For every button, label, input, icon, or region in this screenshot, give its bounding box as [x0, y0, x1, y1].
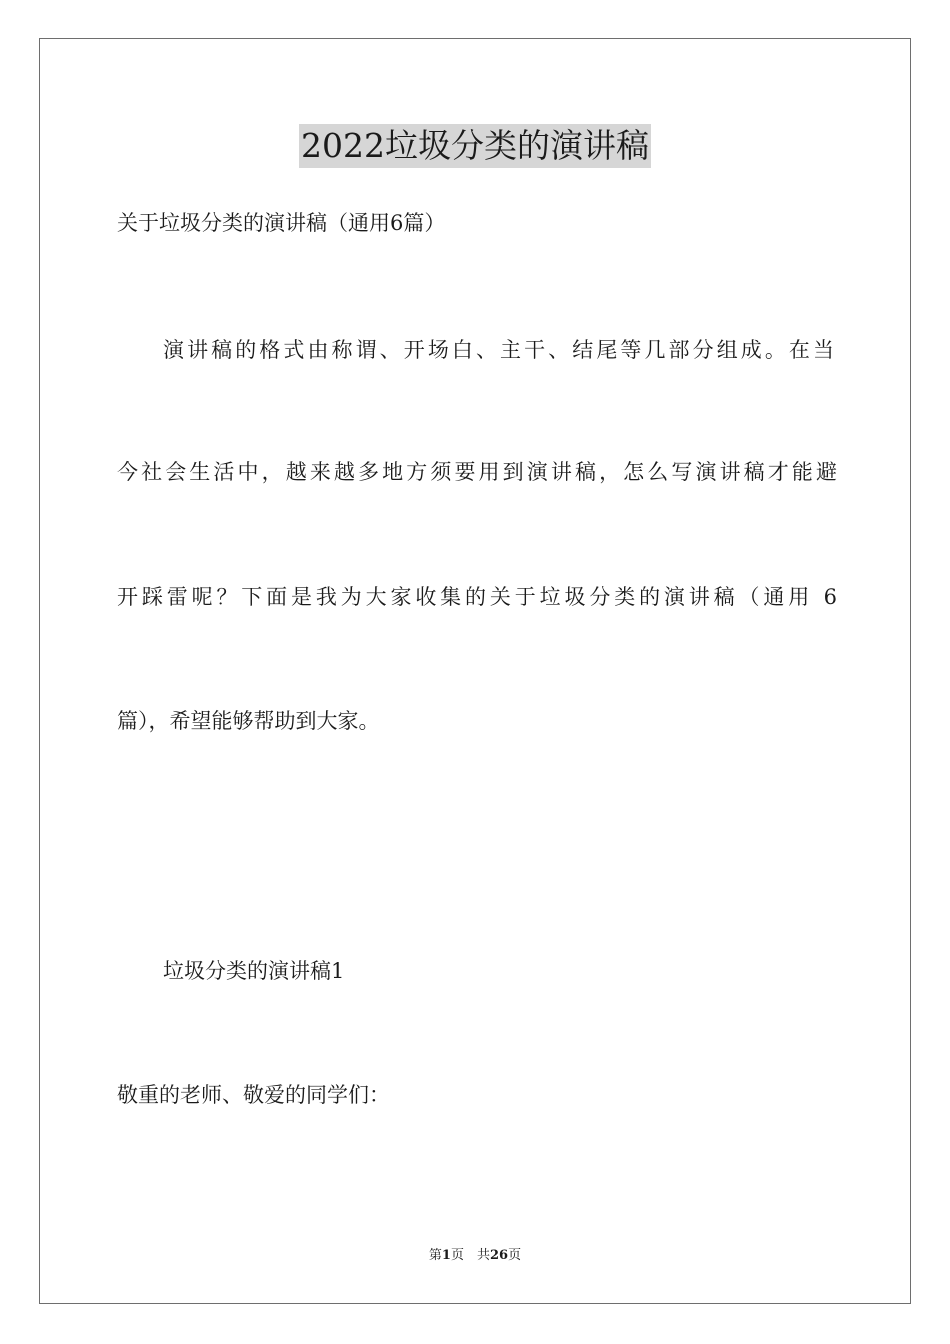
title-container [0, 124, 950, 168]
footer-middle: 页 共 [450, 1248, 490, 1263]
intro-line-2: 今社会生活中，越来越多地方须要用到演讲稿，怎么写演讲稿才能避 [117, 460, 837, 484]
footer-current-page: 1 [441, 1248, 451, 1263]
intro-line-3: 开踩雷呢？下面是我为大家收集的关于垃圾分类的演讲稿（通用 6 [117, 585, 837, 609]
salutation: 敬重的老师、敬爱的同学们： [117, 1083, 390, 1107]
section-heading: 垃圾分类的演讲稿1 [163, 959, 345, 983]
footer-prefix: 第 [428, 1248, 442, 1263]
intro-line-4: 篇），希望能够帮助到大家。 [117, 709, 380, 733]
document-subtitle: 关于垃圾分类的演讲稿（通用6篇） [117, 211, 446, 235]
footer-total-pages: 26 [489, 1248, 509, 1263]
intro-line-1: 演讲稿的格式由称谓、开场白、主干、结尾等几部分组成。在当 [163, 338, 834, 362]
page-footer [0, 1247, 950, 1265]
footer-suffix: 页 [508, 1248, 522, 1263]
document-title: 2022垃圾分类的演讲稿 [299, 124, 651, 168]
